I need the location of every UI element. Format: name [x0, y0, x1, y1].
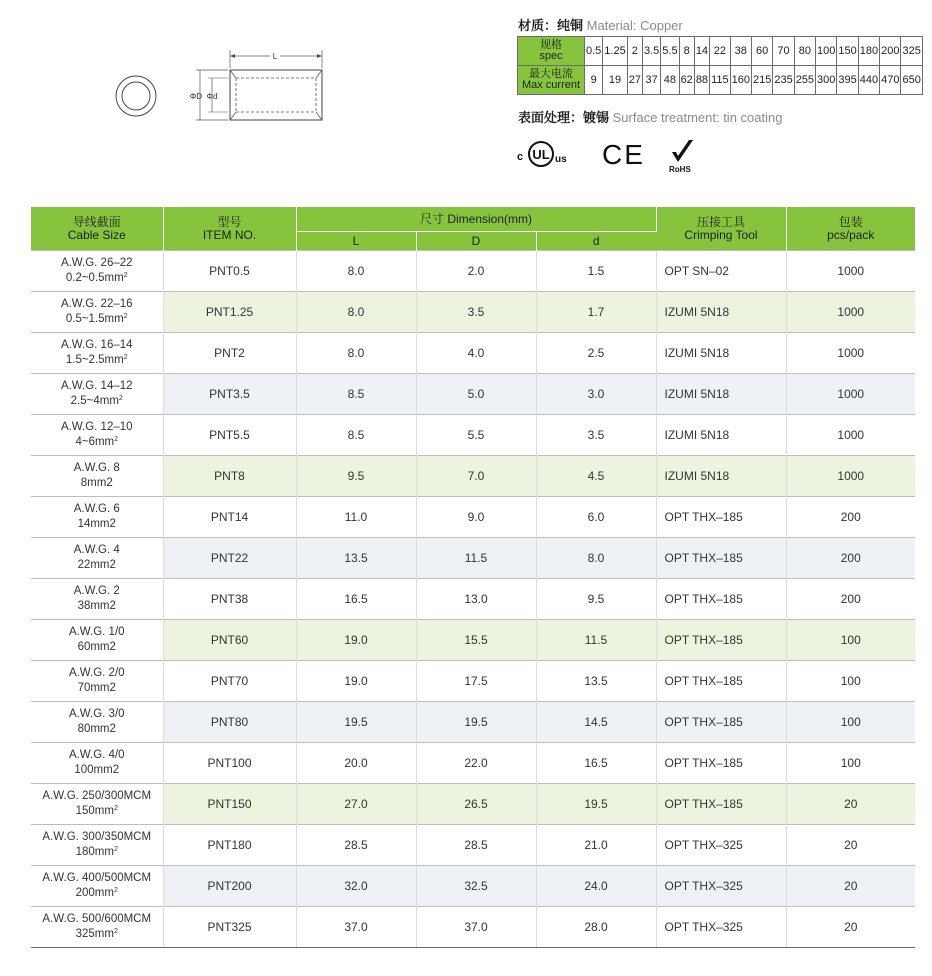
crimping-tool-cell: IZUMI 5N18 — [656, 415, 786, 456]
cable-size-cell — [31, 538, 163, 579]
outer-diameter-cell: 5.5 — [416, 415, 536, 456]
spec-header-zh: 规格 — [540, 39, 562, 51]
inner-diameter-cell: 1.5 — [536, 251, 656, 292]
table-row — [31, 415, 915, 456]
cable-size-cell — [31, 620, 163, 661]
unit-superscript: 2 — [123, 272, 128, 279]
inner-diameter-cell: 3.5 — [536, 415, 656, 456]
table-row — [31, 907, 915, 948]
length-cell: 8.5 — [296, 374, 416, 415]
item-no-cell: PNT80 — [163, 702, 296, 743]
spec-value: 60 — [751, 37, 772, 66]
awg-text: A.W.G. 400/500MCM — [42, 872, 152, 884]
crimping-tool-cell: OPT THX–185 — [656, 538, 786, 579]
cable-size-cell — [31, 661, 163, 702]
cable-size-cell — [31, 251, 163, 292]
cable-size-cell — [31, 579, 163, 620]
cross-section-text: 14mm2 — [77, 518, 116, 530]
pack-cell: 1000 — [786, 251, 915, 292]
inner-diameter-cell: 6.0 — [536, 497, 656, 538]
table-row — [31, 743, 915, 784]
outer-diameter-label: ΦD — [189, 92, 203, 101]
awg-text: A.W.G. 26–22 — [60, 257, 133, 269]
col-pack — [786, 207, 915, 251]
outer-diameter-cell: 4.0 — [416, 333, 536, 374]
item-no-cell: PNT70 — [163, 661, 296, 702]
cross-section-text: 60mm2 — [77, 641, 116, 653]
spec-value: 2 — [627, 37, 642, 66]
ul-text: UL — [532, 147, 550, 162]
pack-cell: 100 — [786, 702, 915, 743]
cable-size-cell — [31, 374, 163, 415]
spec-value: 325 — [901, 37, 922, 66]
unit-superscript: 2 — [114, 436, 119, 443]
current-value: 115 — [710, 66, 731, 95]
col-crimping-tool — [656, 207, 786, 251]
inner-diameter-cell: 3.0 — [536, 374, 656, 415]
inner-diameter-cell: 4.5 — [536, 456, 656, 497]
item-no-cell: PNT3.5 — [163, 374, 296, 415]
cross-section-text: 70mm2 — [77, 682, 116, 694]
unit-superscript: 2 — [113, 846, 118, 853]
length-cell: 19.0 — [296, 661, 416, 702]
pack-cell: 200 — [786, 538, 915, 579]
length-cell: 20.0 — [296, 743, 416, 784]
col-pack-en: pcs/pack — [827, 227, 875, 242]
current-value: 19 — [603, 66, 627, 95]
cross-section-text: 325mm — [75, 928, 114, 940]
col-cable-size — [31, 207, 163, 251]
spec-header — [518, 37, 585, 66]
cross-section-text: 8mm2 — [80, 477, 113, 489]
crimping-tool-cell: OPT SN–02 — [656, 251, 786, 292]
awg-text: A.W.G. 2 — [73, 585, 120, 597]
cable-size-cell — [31, 743, 163, 784]
spec-value: 5.5 — [661, 37, 679, 66]
length-label: L — [272, 52, 278, 61]
col-dimension: 尺寸 Dimension(mm) — [296, 207, 656, 232]
pack-cell: 100 — [786, 620, 915, 661]
item-no-cell: PNT1.25 — [163, 292, 296, 333]
current-value: 235 — [773, 66, 794, 95]
cross-section-text: 200mm — [75, 887, 114, 899]
crimping-tool-cell: OPT THX–185 — [656, 497, 786, 538]
outer-diameter-cell: 11.5 — [416, 538, 536, 579]
pack-cell: 200 — [786, 497, 915, 538]
cable-size-cell — [31, 497, 163, 538]
cross-section-text: 38mm2 — [77, 600, 116, 612]
col-D: D — [416, 232, 536, 251]
crimping-tool-cell: OPT THX–185 — [656, 579, 786, 620]
item-no-cell: PNT2 — [163, 333, 296, 374]
material-en: Material: Copper — [586, 18, 683, 33]
awg-text: A.W.G. 14–12 — [60, 380, 133, 392]
crimping-tool-cell: OPT THX–325 — [656, 907, 786, 948]
awg-text: A.W.G. 3/0 — [68, 708, 125, 720]
table-row — [31, 374, 915, 415]
table-row — [31, 784, 915, 825]
inner-diameter-label: Φd — [206, 92, 218, 101]
side-view — [230, 70, 322, 120]
cross-section-text: 2.5~4mm — [70, 395, 119, 407]
length-cell: 8.0 — [296, 333, 416, 374]
cross-section-text: 180mm — [75, 846, 114, 858]
spec-value: 1.25 — [603, 37, 627, 66]
unit-superscript: 2 — [118, 395, 123, 402]
outer-diameter-cell: 2.0 — [416, 251, 536, 292]
table-row — [31, 292, 915, 333]
crimping-tool-cell: OPT THX–185 — [656, 702, 786, 743]
awg-text: A.W.G. 500/600MCM — [42, 913, 152, 925]
cable-size-cell — [31, 333, 163, 374]
spec-value: 100 — [816, 37, 837, 66]
crimping-tool-cell: IZUMI 5N18 — [656, 292, 786, 333]
item-no-cell: PNT200 — [163, 866, 296, 907]
current-value: 255 — [794, 66, 815, 95]
inner-diameter-cell: 28.0 — [536, 907, 656, 948]
spec-value: 38 — [730, 37, 751, 66]
item-no-cell: PNT180 — [163, 825, 296, 866]
awg-text: A.W.G. 12–10 — [60, 421, 133, 433]
inner-diameter-cell: 2.5 — [536, 333, 656, 374]
cable-size-cell — [31, 825, 163, 866]
current-header-zh: 最大电流 — [529, 68, 573, 80]
product-table — [31, 207, 915, 948]
table-row — [31, 333, 915, 374]
crimping-tool-cell: OPT THX–185 — [656, 784, 786, 825]
awg-text: A.W.G. 22–16 — [60, 298, 133, 310]
length-cell: 19.5 — [296, 702, 416, 743]
cross-section-text: 1.5~2.5mm — [65, 354, 124, 366]
col-item-no-en: ITEM NO. — [202, 227, 257, 242]
length-cell: 13.5 — [296, 538, 416, 579]
outer-diameter-cell: 3.5 — [416, 292, 536, 333]
inner-diameter-cell: 24.0 — [536, 866, 656, 907]
current-value: 88 — [694, 66, 709, 95]
crimping-tool-cell: OPT THX–185 — [656, 620, 786, 661]
inner-diameter-cell: 1.7 — [536, 292, 656, 333]
awg-text: A.W.G. 4/0 — [68, 749, 125, 761]
cable-size-cell — [31, 415, 163, 456]
cable-size-cell — [31, 292, 163, 333]
cross-section-text: 0.5~1.5mm — [65, 313, 124, 325]
col-cable-size-en: Cable Size — [67, 227, 126, 242]
outer-diameter-cell: 7.0 — [416, 456, 536, 497]
item-no-cell: PNT150 — [163, 784, 296, 825]
crimping-tool-cell: IZUMI 5N18 — [656, 456, 786, 497]
table-row — [31, 702, 915, 743]
table-row — [31, 538, 915, 579]
spec-value: 200 — [880, 37, 901, 66]
current-value: 440 — [858, 66, 879, 95]
col-tool-zh: 压接工具 — [696, 214, 745, 229]
rohs-text: RoHS — [669, 165, 691, 174]
spec-value: 14 — [694, 37, 709, 66]
table-row — [31, 456, 915, 497]
table-row — [31, 579, 915, 620]
item-no-cell: PNT100 — [163, 743, 296, 784]
current-value: 215 — [751, 66, 772, 95]
length-cell: 32.0 — [296, 866, 416, 907]
spec-row — [518, 37, 923, 66]
length-cell: 11.0 — [296, 497, 416, 538]
pack-cell: 1000 — [786, 415, 915, 456]
pack-cell: 20 — [786, 825, 915, 866]
outer-diameter-cell: 9.0 — [416, 497, 536, 538]
cross-section-text: 80mm2 — [77, 723, 116, 735]
current-value: 37 — [642, 66, 660, 95]
diameter-dimension — [190, 70, 228, 120]
table-row — [31, 497, 915, 538]
terminal-drawing — [100, 40, 340, 140]
col-pack-zh: 包装 — [838, 214, 863, 229]
spec-value: 22 — [710, 37, 731, 66]
table-row — [31, 866, 915, 907]
inner-diameter-cell: 19.5 — [536, 784, 656, 825]
awg-text: A.W.G. 16–14 — [60, 339, 133, 351]
cross-section-text: 100mm2 — [74, 764, 120, 776]
outer-diameter-cell: 15.5 — [416, 620, 536, 661]
col-tool-en: Crimping Tool — [684, 227, 758, 242]
table-row — [31, 620, 915, 661]
cable-size-cell — [31, 907, 163, 948]
length-dimension — [230, 50, 322, 68]
pack-cell: 1000 — [786, 456, 915, 497]
material-zh: 材质：纯铜 — [518, 18, 584, 33]
pack-cell: 100 — [786, 661, 915, 702]
unit-superscript: 2 — [123, 354, 128, 361]
surface-zh: 表面处理：镀锡 — [518, 110, 610, 125]
length-cell: 27.0 — [296, 784, 416, 825]
spec-value: 70 — [773, 37, 794, 66]
current-header — [518, 66, 585, 95]
material-line — [518, 15, 683, 34]
inner-diameter-cell: 11.5 — [536, 620, 656, 661]
cross-section-text: 4~6mm — [75, 436, 115, 448]
pack-cell: 100 — [786, 743, 915, 784]
surface-line — [518, 107, 782, 126]
current-value: 300 — [816, 66, 837, 95]
surface-en: Surface treatment: tin coating — [612, 110, 783, 125]
awg-text: A.W.G. 250/300MCM — [42, 790, 152, 802]
awg-text: A.W.G. 8 — [73, 462, 120, 474]
current-value: 160 — [730, 66, 751, 95]
pack-cell: 20 — [786, 866, 915, 907]
outer-diameter-cell: 19.5 — [416, 702, 536, 743]
crimping-tool-cell: OPT THX–325 — [656, 825, 786, 866]
length-cell: 37.0 — [296, 907, 416, 948]
item-no-cell: PNT8 — [163, 456, 296, 497]
outer-diameter-cell: 22.0 — [416, 743, 536, 784]
crimping-tool-cell: OPT THX–185 — [656, 743, 786, 784]
table-row — [31, 825, 915, 866]
length-cell: 8.0 — [296, 251, 416, 292]
item-no-cell: PNT5.5 — [163, 415, 296, 456]
spec-value: 8 — [679, 37, 694, 66]
length-cell: 28.5 — [296, 825, 416, 866]
crimping-tool-cell: OPT THX–185 — [656, 661, 786, 702]
cross-section-text: 22mm2 — [77, 559, 116, 571]
current-value: 62 — [679, 66, 694, 95]
certification-marks — [517, 134, 717, 174]
pack-cell: 1000 — [786, 374, 915, 415]
outer-diameter-cell: 5.0 — [416, 374, 536, 415]
current-value: 27 — [627, 66, 642, 95]
inner-diameter-cell: 13.5 — [536, 661, 656, 702]
spec-header-en: spec — [539, 50, 563, 62]
product-table-body — [31, 251, 915, 948]
pack-cell: 1000 — [786, 333, 915, 374]
cross-section-text: 150mm — [75, 805, 114, 817]
item-no-cell: PNT14 — [163, 497, 296, 538]
length-cell: 8.5 — [296, 415, 416, 456]
awg-text: A.W.G. 300/350MCM — [42, 831, 152, 843]
outer-diameter-cell: 37.0 — [416, 907, 536, 948]
current-value: 395 — [837, 66, 858, 95]
col-cable-size-zh: 导线截面 — [72, 214, 121, 229]
outer-diameter-cell: 28.5 — [416, 825, 536, 866]
current-row — [518, 66, 923, 95]
item-no-cell: PNT22 — [163, 538, 296, 579]
pack-cell: 20 — [786, 784, 915, 825]
crimping-tool-cell: OPT THX–325 — [656, 866, 786, 907]
spec-value: 3.5 — [642, 37, 660, 66]
current-value: 48 — [661, 66, 679, 95]
crimping-tool-cell: IZUMI 5N18 — [656, 374, 786, 415]
outer-diameter-cell: 32.5 — [416, 866, 536, 907]
inner-diameter-cell: 16.5 — [536, 743, 656, 784]
item-no-cell: PNT0.5 — [163, 251, 296, 292]
item-no-cell: PNT38 — [163, 579, 296, 620]
unit-superscript: 2 — [113, 805, 118, 812]
spec-table — [517, 36, 923, 95]
current-value: 9 — [585, 66, 603, 95]
current-value: 470 — [880, 66, 901, 95]
awg-text: A.W.G. 2/0 — [68, 667, 125, 679]
rohs-mark — [669, 140, 693, 174]
ul-mark — [517, 142, 567, 166]
outer-diameter-cell: 26.5 — [416, 784, 536, 825]
inner-diameter-cell: 8.0 — [536, 538, 656, 579]
cable-size-cell — [31, 866, 163, 907]
awg-text: A.W.G. 6 — [73, 503, 120, 515]
length-cell: 19.0 — [296, 620, 416, 661]
length-cell: 16.5 — [296, 579, 416, 620]
spec-value: 80 — [794, 37, 815, 66]
col-item-no-zh: 型号 — [217, 214, 242, 229]
spec-value: 150 — [837, 37, 858, 66]
outer-diameter-cell: 17.5 — [416, 661, 536, 702]
crimping-tool-cell: IZUMI 5N18 — [656, 333, 786, 374]
ce-mark: CE — [602, 139, 645, 170]
ul-us-text: us — [555, 154, 567, 165]
inner-diameter-cell: 14.5 — [536, 702, 656, 743]
cable-size-cell — [31, 456, 163, 497]
cable-size-cell — [31, 702, 163, 743]
col-d: d — [536, 232, 656, 251]
end-view — [116, 76, 156, 116]
spec-value: 0.5 — [585, 37, 603, 66]
ul-c-text: c — [517, 151, 524, 163]
current-header-en: Max current — [521, 79, 581, 91]
spec-value: 180 — [858, 37, 879, 66]
inner-diameter-cell: 9.5 — [536, 579, 656, 620]
unit-superscript: 2 — [113, 928, 118, 935]
unit-superscript: 2 — [113, 887, 118, 894]
item-no-cell: PNT325 — [163, 907, 296, 948]
awg-text: A.W.G. 4 — [73, 544, 120, 556]
col-item-no — [163, 207, 296, 251]
cross-section-text: 0.2~0.5mm — [65, 272, 124, 284]
pack-cell: 20 — [786, 907, 915, 948]
length-cell: 9.5 — [296, 456, 416, 497]
current-value: 650 — [901, 66, 922, 95]
table-row — [31, 661, 915, 702]
table-row — [31, 251, 915, 292]
pack-cell: 200 — [786, 579, 915, 620]
pack-cell: 1000 — [786, 292, 915, 333]
col-L: L — [296, 232, 416, 251]
inner-diameter-cell: 21.0 — [536, 825, 656, 866]
cable-size-cell — [31, 784, 163, 825]
unit-superscript: 2 — [123, 313, 128, 320]
awg-text: A.W.G. 1/0 — [68, 626, 125, 638]
length-cell: 8.0 — [296, 292, 416, 333]
outer-diameter-cell: 13.0 — [416, 579, 536, 620]
item-no-cell: PNT60 — [163, 620, 296, 661]
